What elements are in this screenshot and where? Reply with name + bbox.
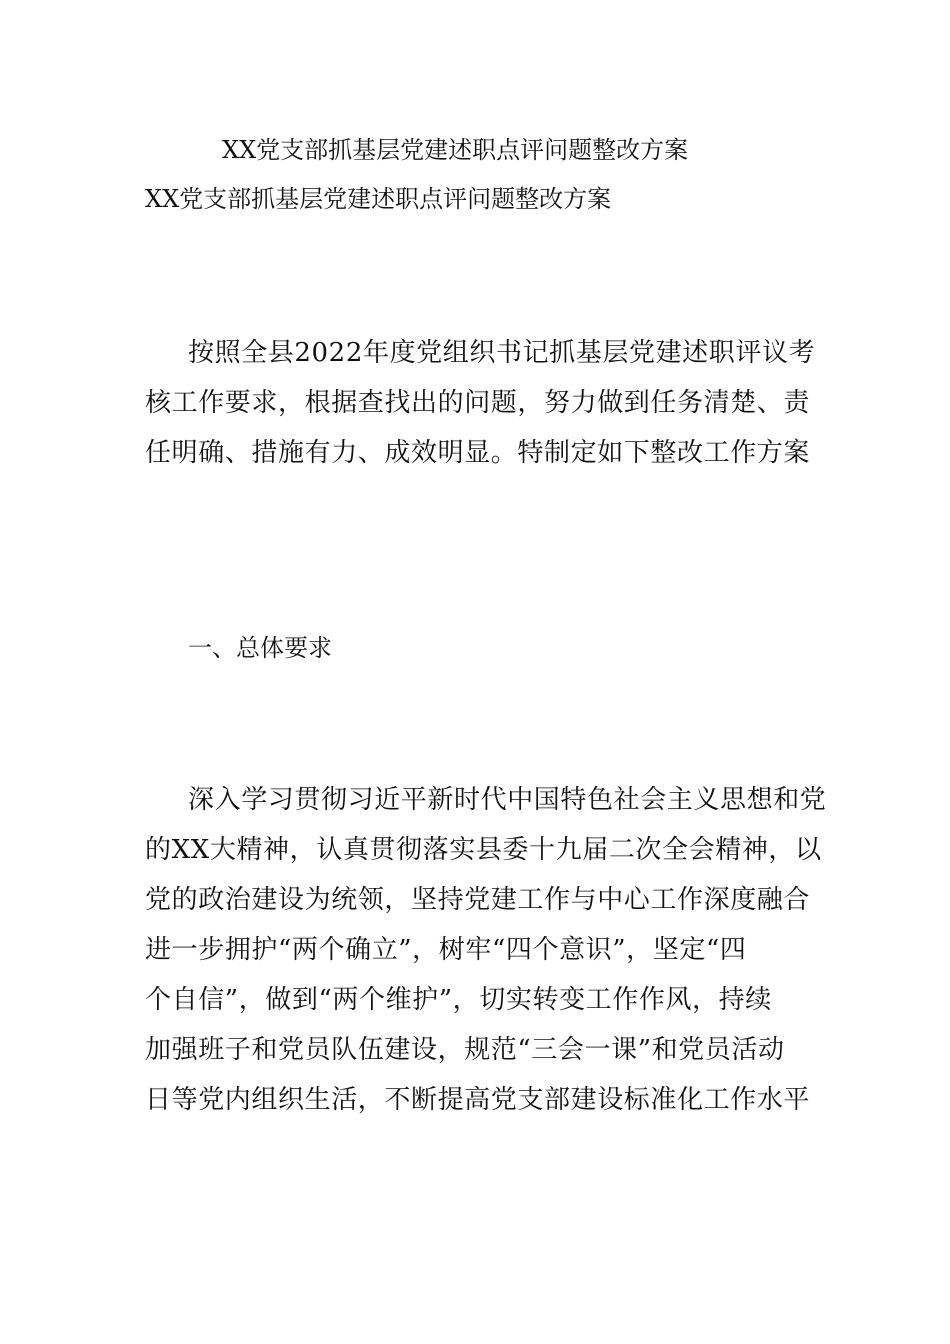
- intro-paragraph-line: 按照全县2022年度党组织书记抓基层党建述职评议考: [188, 338, 816, 368]
- document-title: XX党支部抓基层党建述职点评问题整改方案: [222, 136, 689, 164]
- intro-paragraph-line: 任明确、措施有力、成效明显。特制定如下整改工作方案: [145, 438, 811, 468]
- section-paragraph-line: 党的政治建设为统领，坚持党建工作与中心工作深度融合: [145, 885, 811, 915]
- intro-paragraph-line: 核工作要求，根据查找出的问题，努力做到任务清楚、责: [145, 388, 811, 418]
- section-paragraph-line: 加强班子和党员队伍建设，规范“三会一课”和党员活动: [145, 1035, 785, 1065]
- section-paragraph-line: 个自信”，做到“两个维护”，切实转变工作作风，持续: [145, 985, 772, 1015]
- section-paragraph-line: 的XX大精神，认真贯彻落实县委十九届二次全会精神，以: [145, 835, 822, 865]
- section-paragraph-line: 深入学习贯彻习近平新时代中国特色社会主义思想和党: [188, 785, 827, 815]
- section-paragraph-line: 日等党内组织生活，不断提高党支部建设标准化工作水平: [145, 1085, 811, 1115]
- section-paragraph-line: 进一步拥护“两个确立”，树牢“四个意识”，坚定“四: [145, 935, 747, 965]
- document-subtitle: XX党支部抓基层党建述职点评问题整改方案: [145, 185, 612, 213]
- section-heading: 一、总体要求: [188, 634, 332, 662]
